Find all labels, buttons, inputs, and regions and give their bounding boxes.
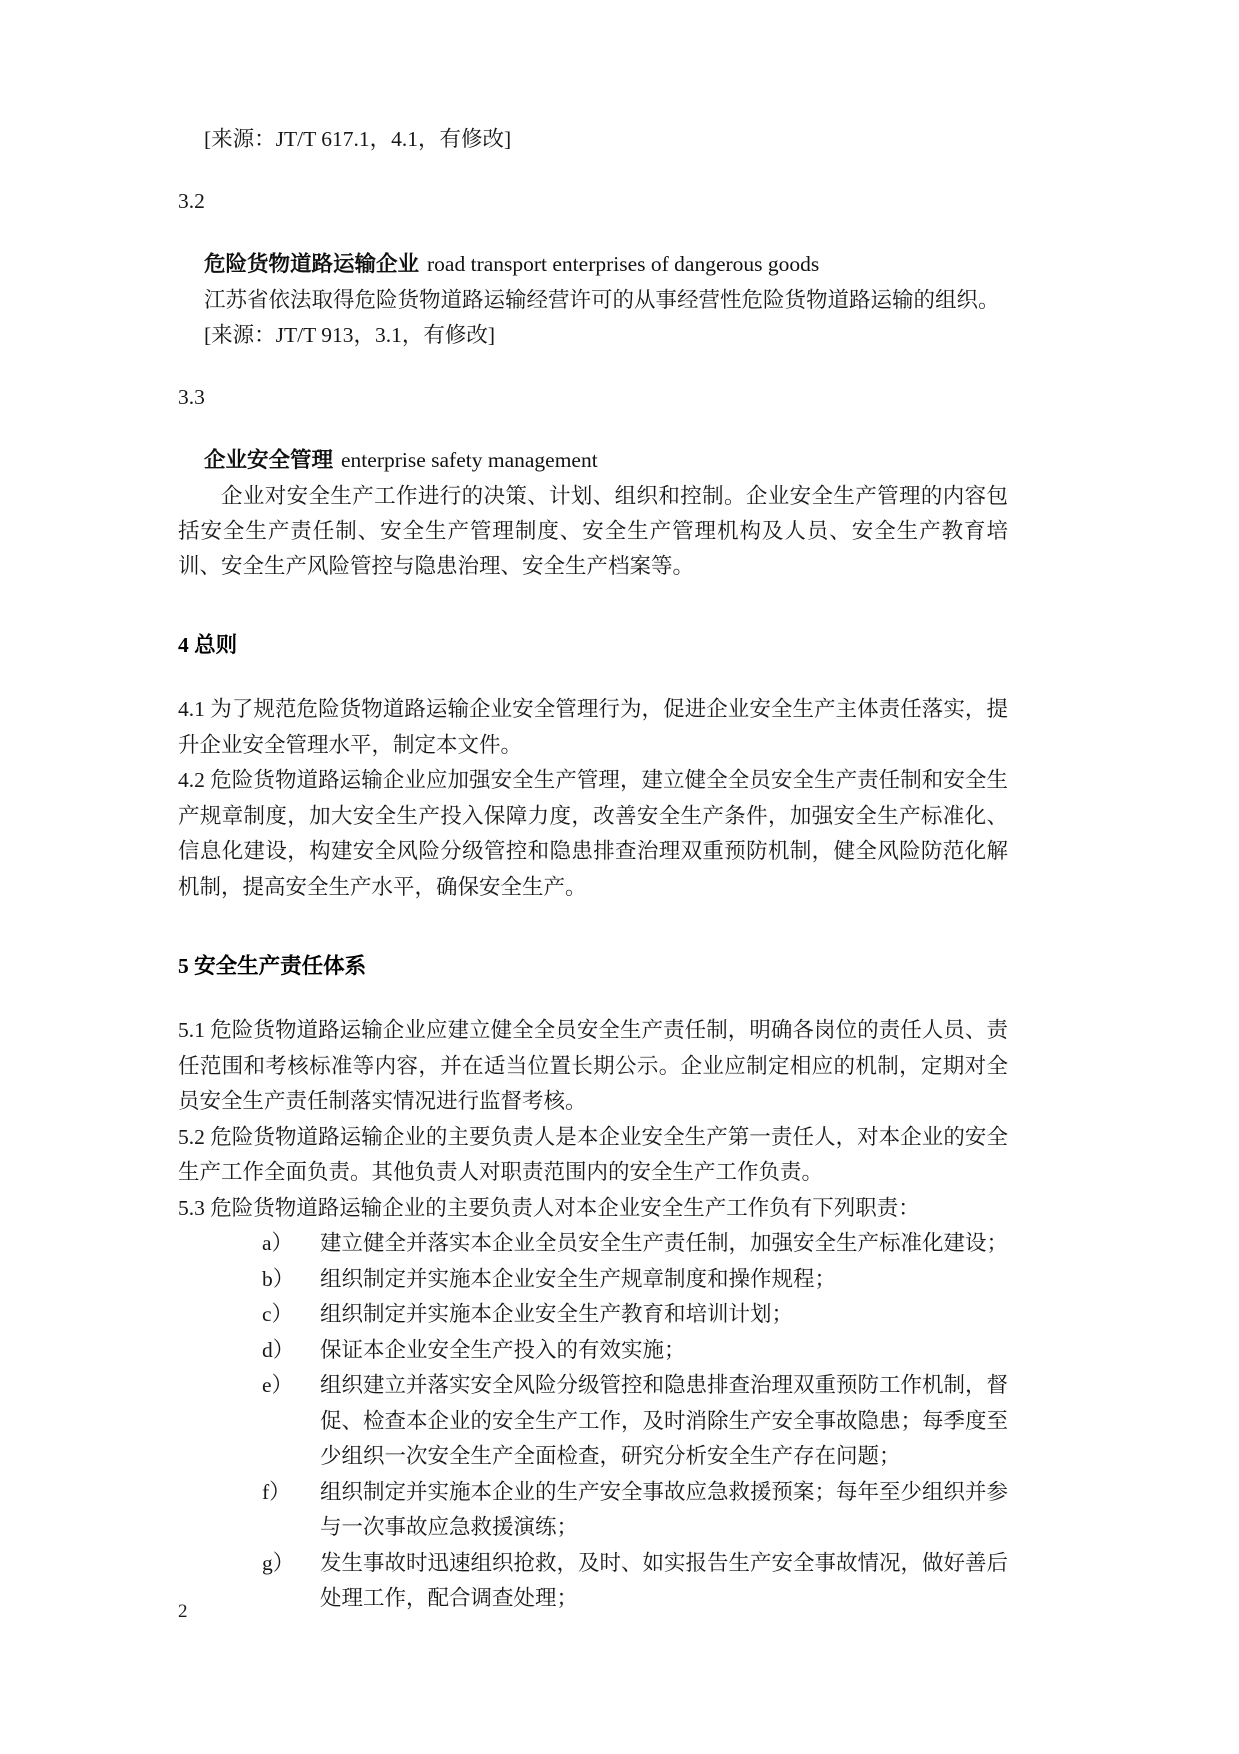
term-english-3-3: enterprise safety management <box>341 448 598 472</box>
list-item <box>262 1226 1008 1262</box>
paragraph-4-1: 4.1 为了规范危险货物道路运输企业安全管理行为，促进企业安全生产主体责任落实，提升企业安全管理水平，制定本文件。 <box>178 697 1008 757</box>
list-item-label: a） <box>262 1231 294 1255</box>
list-item-label: f） <box>262 1479 291 1504</box>
source-reference-913: [来源：JT/T 913，3.1，有修改] <box>204 323 496 347</box>
list-item-label: c） <box>262 1302 294 1326</box>
term-entry-3-2 <box>204 247 1008 281</box>
list-item <box>262 1475 1008 1546</box>
source-reference-617: [来源：JT/T 617.1，4.1，有修改] <box>204 127 512 151</box>
list-item-text: 建立健全并落实本企业全员安全生产责任制，加强安全生产标准化建设； <box>320 1231 1009 1255</box>
page-number: 2 <box>178 1601 188 1622</box>
list-item-text: 组织制定并实施本企业安全生产教育和培训计划； <box>320 1302 794 1326</box>
paragraph-5-2: 5.2 危险货物道路运输企业的主要负责人是本企业安全生产第一责任人，对本企业的安全生产工作全面负责。其他负责人对职责范围内的安全生产工作负责。 <box>178 1124 1008 1184</box>
list-item-label: g） <box>262 1550 295 1575</box>
term-definition-3-3: 企业对安全生产工作进行的决策、计划、组织和控制。企业安全生产管理的内容包括安全生产责任制、安全生产管理制度、安全生产管理机构及人员、安全生产教育培训、安全生产风险管控与隐患治理、安全生产档案等。 <box>178 484 1008 578</box>
term-chinese-3-2: 危险货物道路运输企业 <box>204 252 420 276</box>
section-heading-5: 5 安全生产责任体系 <box>178 954 367 978</box>
list-item-text: 组织制定并实施本企业的生产安全事故应急救援预案；每年至少组织并参与一次事故应急救援演练； <box>320 1479 1009 1539</box>
list-item-label: d） <box>262 1337 295 1362</box>
list-item-text: 保证本企业安全生产投入的有效实施； <box>320 1337 686 1362</box>
list-item-text: 发生事故时迅速组织抢救，及时、如实报告生产安全事故情况，做好善后处理工作，配合调查处理； <box>320 1550 1009 1610</box>
list-item <box>262 1368 1008 1475</box>
list-item-label: e） <box>262 1373 294 1397</box>
term-definition-3-2: 江苏省依法取得危险货物道路运输经营许可的从事经营性危险货物道路运输的组织。 <box>204 288 1000 312</box>
term-chinese-3-3: 企业安全管理 <box>204 448 334 472</box>
section-heading-4: 4 总则 <box>178 633 238 657</box>
list-item <box>262 1333 1008 1369</box>
clause-number-3-3: 3.3 <box>178 385 205 409</box>
paragraph-5-1: 5.1 危险货物道路运输企业应建立健全全员安全生产责任制，明确各岗位的责任人员、责任范围和考核标准等内容，并在适当位置长期公示。企业应制定相应的机制，定期对全员安全生产责任制落实情况进行监督考核。 <box>178 1018 1008 1113</box>
term-entry-3-3 <box>204 443 1008 477</box>
paragraph-4-2: 4.2 危险货物道路运输企业应加强安全生产管理，建立健全全员安全生产责任制和安全生产规章制度，加大安全生产投入保障力度，改善安全生产条件，加强安全生产标准化、信息化建设，构建安全风险分级管控和隐患排查治理双重预防机制，健全风险防范化解机制，提高安全生产水平，确保安全生产。 <box>178 768 1008 899</box>
list-item <box>262 1297 1008 1333</box>
term-english-3-2: road transport enterprises of dangerous goods <box>427 252 820 276</box>
list-item-label: b） <box>262 1266 295 1291</box>
page-content <box>178 122 1008 1617</box>
list-item-text: 组织制定并实施本企业安全生产规章制度和操作规程； <box>320 1266 837 1291</box>
responsibility-list <box>178 1226 1008 1617</box>
list-item-text: 组织建立并落实安全风险分级管控和隐患排查治理双重预防工作机制，督促、检查本企业的安全生产工作，及时消除生产安全事故隐患；每季度至少组织一次安全生产全面检查，研究分析安全生产存在问题； <box>320 1373 1009 1468</box>
paragraph-5-3: 5.3 危险货物道路运输企业的主要负责人对本企业安全生产工作负有下列职责： <box>178 1195 920 1220</box>
list-item <box>262 1262 1008 1298</box>
clause-number-3-2: 3.2 <box>178 189 205 213</box>
list-item <box>262 1546 1008 1617</box>
